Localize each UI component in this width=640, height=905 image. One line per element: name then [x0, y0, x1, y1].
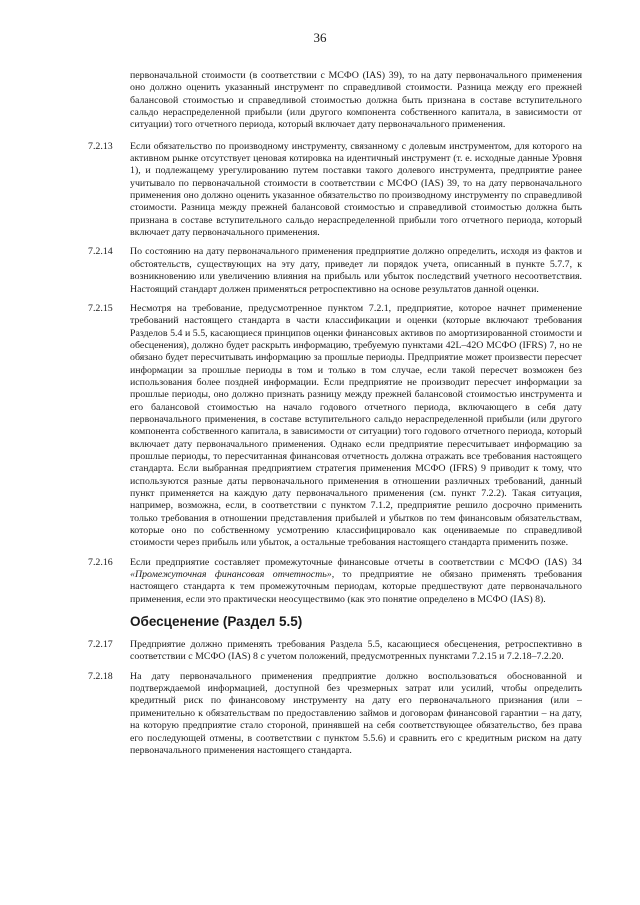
- paragraph-text-before: Если предприятие составляет промежуточные финансовые отчеты в соответствии с МСФО (IAS) 34: [130, 556, 582, 568]
- paragraph-text: Предприятие должно применять требования Раздела 5.5, касающиеся обесценения, ретроспективно в соответствии с МСФО (IAS) 8 с учетом положений, предусмотренных пунктами 7.2.15 и 7.2.18–7.2.20.: [130, 639, 582, 663]
- paragraph-text: По состоянию на дату первоначального применения предприятие должно определить, исходя из фактов и обстоятельств, существующих на эту дату, приведет ли порядок учета, описанный в пункте 5.7.7, к возникновению или увеличению влияния на прибыль или убыток последствий учетного несоответствия. Настоящий стандарт должен применяться ретроспективно на основе результатов данной оценки.: [130, 246, 582, 295]
- paragraph-number: 7.2.16: [88, 556, 113, 568]
- section-heading: Обесценение (Раздел 5.5): [130, 614, 303, 630]
- paragraph-text-after: , то предприятие не обязано применять требования настоящего стандарта к тем промежуточным периодам, которые предшествуют дате первоначального применения, если это практически неосуществимо (как это понятие определено в МСФО (IAS) 8).: [130, 569, 582, 605]
- paragraph-7-2-16: [88, 557, 582, 606]
- paragraph-number: 7.2.13: [88, 140, 113, 152]
- document-body: [88, 70, 582, 764]
- paragraph-text: Несмотря на требование, предусмотренное пунктом 7.2.1, предприятие, которое начнет применение требований настоящего стандарта в части классификации и оценки (которые включают требования Разделов 5.4 и 5.5, касающиеся принципов оценки финансовых активов по амортизированной стоимости и обесценения), должно будет раскрыть информацию, требуемую пунктами 42L–42O МСФО (IFRS) 7, но не обязано будет пересчитывать информацию за прошлые периоды. Предприятие может произвести пересчет информации за прошлые периоды в том и только в том случае, если такой пересчет возможен без использования более поздней информации. Если предприятие не производит пересчет информации за прошлые периоды, оно должно признать разницу между прежней балансовой стоимостью инструмента и его балансовой стоимостью на начало годового отчетного периода, включающего в себя дату первоначального применения, в составе вступительного сальдо нераспределенной прибыли (или другого компонента собственного капитала, в зависимости от ситуации) того годового отчетного периода, который включает дату первоначального применения. Однако если предприятие пересчитывает информацию за прошлые периоды, то пересчитанная финансовая отчетность должна отражать все требования настоящего стандарта. Если выбранная предприятием стратегия применения МСФО (IFRS) 9 приводит к тому, что используются разные даты первоначального применения в отношении различных требований, данный пункт применяется на каждую дату первоначального применения (см. пункт 7.2.2). Такая ситуация, например, возможна, если, в соответствии с пунктом 7.1.2, предприятие решило досрочно применить только требования в отношении представления прибылей и убытков по тем финансовым обязательствам, которые оно по собственному усмотрению классифицировало как оцениваемые по справедливой стоимости через прибыль или убыток, а остальные требования настоящего стандарта применить позже.: [130, 302, 582, 549]
- paragraph-text: На дату первоначального применения предприятие должно воспользоваться обоснованной и подтверждаемой информацией, доступной без чрезмерных затрат или усилий, чтобы определить кредитный риск по финансовому инструменту на дату его первоначального признания (или – применительно к обязательствам по предоставлению займов и договорам финансовой гарантии – на дату, на которую предприятие стало стороной, принявшей на себя соответствующее обязательство, без права его последующей отмены, в соответствии с пунктом 5.5.6) и сравнить его с кредитным риском на дату первоначального применения настоящего стандарта.: [130, 670, 582, 756]
- paragraph-7-2-15: [88, 303, 582, 550]
- paragraph-number: 7.2.17: [88, 639, 113, 651]
- paragraph-7-2-13: [88, 141, 582, 240]
- page-number: 36: [313, 30, 327, 45]
- paragraph-number: 7.2.18: [88, 670, 113, 682]
- paragraph-number: 7.2.14: [88, 246, 113, 258]
- paragraph-text: Если обязательство по производному инструменту, связанному с долевым инструментом, для которого на активном рынке отсутствует ценовая котировка на идентичный инструмент (т. е. исходные данные Уровня 1), и подлежащему урегулированию путем поставки такого долевого инструмента, предприятие ранее учитывало по первоначальной стоимости в соответствии с МСФО (IAS) 39, то на дату первоначального применения оно должно оценить указанное обязательство по производному инструменту по справедливой стоимости. Разница между прежней балансовой стоимостью и справедливой стоимостью должна быть признана в составе вступительного сальдо нераспределенной прибыли того отчетного периода, который включает дату первоначального применения.: [130, 140, 582, 239]
- standard-title-italic: «Промежуточная финансовая отчетность»: [130, 569, 332, 581]
- paragraph-7-2-14: [88, 246, 582, 295]
- paragraph-number: 7.2.15: [88, 302, 113, 314]
- paragraph-7-2-18: [88, 671, 582, 757]
- intro-paragraph: первоначальной стоимости (в соответствии с МСФО (IAS) 39), то на дату первоначального применения оно должно оценить указанный инструмент по справедливой стоимости. Разница между его прежней балансовой стоимостью и справедливой стоимостью должна быть признана в составе вступительного сальдо нераспределенной прибыли (или другого компонента собственного капитала, в зависимости от ситуации) того отчетного периода, который включает дату первоначального применения.: [130, 70, 582, 131]
- paragraph-7-2-17: [88, 639, 582, 664]
